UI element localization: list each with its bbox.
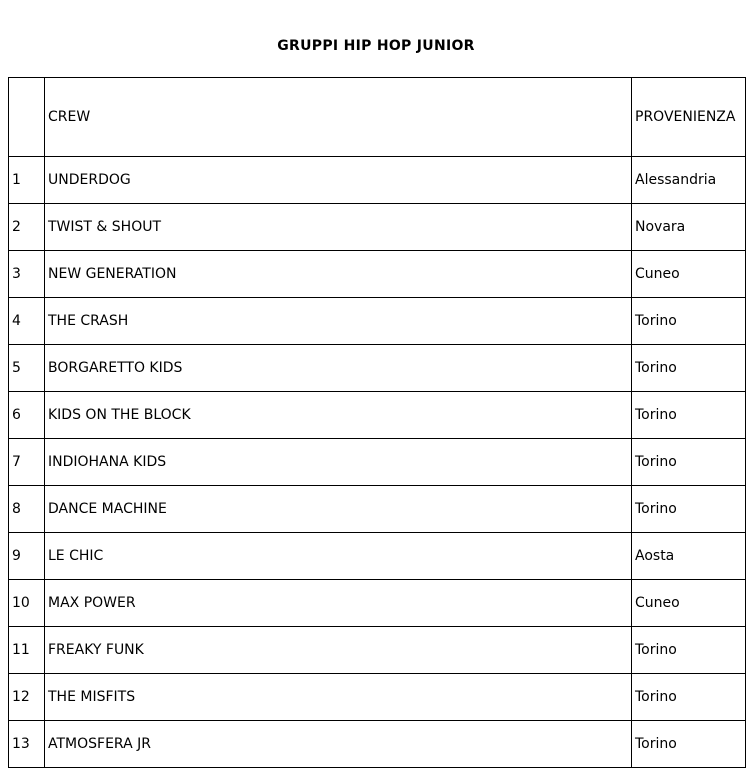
- provenienza-cell: Torino: [632, 721, 746, 768]
- crew-name: MAX POWER: [45, 580, 632, 627]
- row-number: 4: [9, 298, 45, 345]
- header-provenienza: PROVENIENZA: [632, 78, 746, 157]
- row-number: 11: [9, 627, 45, 674]
- table-row: [9, 157, 746, 204]
- crew-table: [8, 77, 746, 768]
- provenienza-cell: Alessandria: [632, 157, 746, 204]
- row-number: 6: [9, 392, 45, 439]
- crew-name: UNDERDOG: [45, 157, 632, 204]
- table-row: [9, 533, 746, 580]
- row-number: 3: [9, 251, 45, 298]
- table-row: [9, 486, 746, 533]
- table-row: [9, 298, 746, 345]
- header-crew: CREW: [45, 78, 632, 157]
- crew-name: NEW GENERATION: [45, 251, 632, 298]
- provenienza-cell: Torino: [632, 345, 746, 392]
- provenienza-cell: Aosta: [632, 533, 746, 580]
- header-number: [9, 78, 45, 157]
- crew-name: THE CRASH: [45, 298, 632, 345]
- provenienza-cell: Novara: [632, 204, 746, 251]
- table-row: [9, 251, 746, 298]
- crew-name: KIDS ON THE BLOCK: [45, 392, 632, 439]
- row-number: 10: [9, 580, 45, 627]
- crew-name: LE CHIC: [45, 533, 632, 580]
- provenienza-cell: Torino: [632, 486, 746, 533]
- table-row: [9, 439, 746, 486]
- row-number: 2: [9, 204, 45, 251]
- crew-name: INDIOHANA KIDS: [45, 439, 632, 486]
- crew-name: TWIST & SHOUT: [45, 204, 632, 251]
- provenienza-cell: Cuneo: [632, 580, 746, 627]
- provenienza-cell: Torino: [632, 627, 746, 674]
- provenienza-cell: Torino: [632, 439, 746, 486]
- table-row: [9, 627, 746, 674]
- table-row: [9, 580, 746, 627]
- row-number: 5: [9, 345, 45, 392]
- crew-name: FREAKY FUNK: [45, 627, 632, 674]
- table-row: [9, 345, 746, 392]
- table-row: [9, 674, 746, 721]
- crew-table-body: [9, 78, 746, 768]
- row-number: 8: [9, 486, 45, 533]
- row-number: 1: [9, 157, 45, 204]
- crew-name: ATMOSFERA JR: [45, 721, 632, 768]
- row-number: 7: [9, 439, 45, 486]
- table-row: [9, 721, 746, 768]
- crew-name: THE MISFITS: [45, 674, 632, 721]
- provenienza-cell: Cuneo: [632, 251, 746, 298]
- table-row: [9, 204, 746, 251]
- crew-name: BORGARETTO KIDS: [45, 345, 632, 392]
- crew-name: DANCE MACHINE: [45, 486, 632, 533]
- provenienza-cell: Torino: [632, 674, 746, 721]
- page-title: GRUPPI HIP HOP JUNIOR: [277, 38, 475, 54]
- provenienza-cell: Torino: [632, 392, 746, 439]
- row-number: 13: [9, 721, 45, 768]
- row-number: 9: [9, 533, 45, 580]
- table-row: [9, 392, 746, 439]
- provenienza-cell: Torino: [632, 298, 746, 345]
- row-number: 12: [9, 674, 45, 721]
- table-header-row: [9, 78, 746, 157]
